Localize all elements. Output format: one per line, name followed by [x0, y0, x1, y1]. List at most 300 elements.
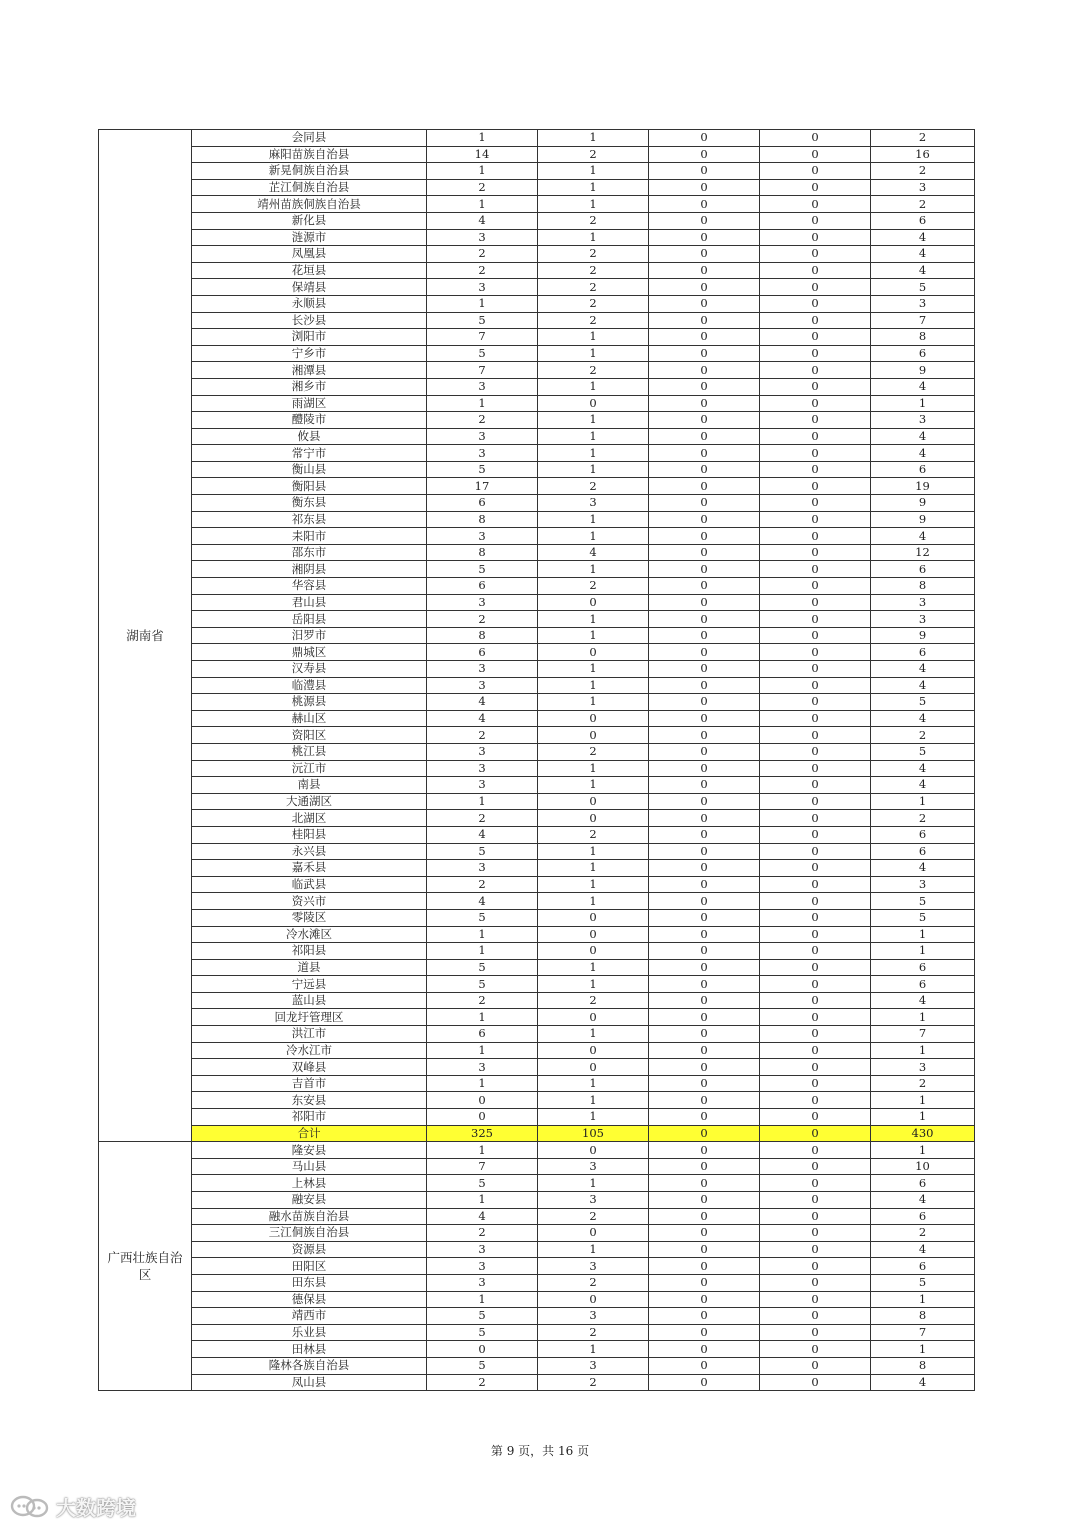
value-cell: 5 — [427, 909, 538, 926]
value-cell: 1 — [538, 1241, 649, 1258]
value-cell: 0 — [649, 262, 760, 279]
value-cell: 1 — [427, 1009, 538, 1026]
value-cell: 12 — [871, 544, 975, 561]
value-cell: 0 — [760, 1075, 871, 1092]
value-cell: 0 — [760, 1109, 871, 1126]
value-cell: 0 — [649, 295, 760, 312]
value-cell: 0 — [427, 1109, 538, 1126]
value-cell: 1 — [427, 926, 538, 943]
value-cell: 9 — [871, 511, 975, 528]
value-cell: 1 — [427, 1042, 538, 1059]
value-cell: 0 — [538, 926, 649, 943]
value-cell: 0 — [760, 478, 871, 495]
value-cell: 0 — [649, 544, 760, 561]
value-cell: 0 — [760, 1341, 871, 1358]
value-cell: 1 — [538, 1075, 649, 1092]
value-cell: 0 — [649, 710, 760, 727]
value-cell: 5 — [427, 345, 538, 362]
value-cell: 0 — [649, 329, 760, 346]
value-cell: 0 — [760, 163, 871, 180]
value-cell: 2 — [538, 146, 649, 163]
total-label-cell: 合计 — [192, 1125, 427, 1142]
value-cell: 2 — [427, 876, 538, 893]
value-cell: 2 — [538, 262, 649, 279]
value-cell: 0 — [649, 1225, 760, 1242]
value-cell: 0 — [649, 611, 760, 628]
value-cell: 5 — [427, 312, 538, 329]
county-data-table — [98, 129, 975, 1391]
value-cell: 3 — [427, 378, 538, 395]
value-cell: 2 — [427, 992, 538, 1009]
table-row — [99, 212, 975, 229]
value-cell: 1 — [538, 1341, 649, 1358]
county-cell: 湘潭县 — [192, 362, 427, 379]
value-cell: 0 — [760, 1092, 871, 1109]
value-cell: 0 — [649, 395, 760, 412]
value-cell: 9 — [871, 362, 975, 379]
value-cell: 0 — [649, 943, 760, 960]
value-cell: 0 — [760, 461, 871, 478]
value-cell: 7 — [871, 312, 975, 329]
county-cell: 冷水滩区 — [192, 926, 427, 943]
county-cell: 马山县 — [192, 1158, 427, 1175]
value-cell: 0 — [760, 378, 871, 395]
value-cell: 0 — [760, 345, 871, 362]
value-cell: 8 — [871, 1357, 975, 1374]
value-cell: 5 — [871, 893, 975, 910]
value-cell: 5 — [427, 1175, 538, 1192]
table-row — [99, 743, 975, 760]
county-cell: 醴陵市 — [192, 412, 427, 429]
value-cell: 0 — [760, 992, 871, 1009]
value-cell: 10 — [871, 1158, 975, 1175]
county-cell: 衡阳县 — [192, 478, 427, 495]
county-cell: 沅江市 — [192, 760, 427, 777]
value-cell: 4 — [871, 661, 975, 678]
value-cell: 1 — [538, 511, 649, 528]
table-row — [99, 295, 975, 312]
value-cell: 0 — [649, 760, 760, 777]
value-cell: 1 — [538, 860, 649, 877]
value-cell: 2 — [538, 826, 649, 843]
county-cell: 宁乡市 — [192, 345, 427, 362]
county-cell: 凤凰县 — [192, 246, 427, 263]
value-cell: 0 — [538, 1291, 649, 1308]
value-cell: 1 — [538, 428, 649, 445]
table-body — [99, 130, 975, 1391]
county-cell: 田阳区 — [192, 1258, 427, 1275]
county-cell: 凤山县 — [192, 1374, 427, 1391]
value-cell: 0 — [760, 362, 871, 379]
value-cell: 2 — [427, 179, 538, 196]
value-cell: 8 — [871, 578, 975, 595]
value-cell: 5 — [427, 976, 538, 993]
value-cell: 6 — [871, 212, 975, 229]
value-cell: 2 — [871, 1075, 975, 1092]
county-cell: 君山县 — [192, 594, 427, 611]
value-cell: 0 — [760, 1026, 871, 1043]
value-cell: 2 — [427, 810, 538, 827]
value-cell: 19 — [871, 478, 975, 495]
value-cell: 5 — [871, 909, 975, 926]
value-cell: 4 — [427, 710, 538, 727]
value-cell: 7 — [427, 1158, 538, 1175]
value-cell: 0 — [760, 594, 871, 611]
county-cell: 新晃侗族自治县 — [192, 163, 427, 180]
value-cell: 0 — [760, 727, 871, 744]
county-cell: 湘阴县 — [192, 561, 427, 578]
value-cell: 0 — [760, 1374, 871, 1391]
value-cell: 5 — [871, 279, 975, 296]
value-cell: 0 — [538, 810, 649, 827]
value-cell: 1 — [538, 378, 649, 395]
county-cell: 鼎城区 — [192, 644, 427, 661]
value-cell: 4 — [427, 1208, 538, 1225]
value-cell: 0 — [649, 1075, 760, 1092]
value-cell: 1 — [538, 196, 649, 213]
value-cell: 0 — [649, 578, 760, 595]
total-row — [99, 1125, 975, 1142]
value-cell: 0 — [760, 246, 871, 263]
county-cell: 北湖区 — [192, 810, 427, 827]
value-cell: 0 — [649, 826, 760, 843]
value-cell: 0 — [649, 1109, 760, 1126]
value-cell: 5 — [427, 1308, 538, 1325]
value-cell: 6 — [871, 345, 975, 362]
value-cell: 0 — [538, 644, 649, 661]
value-cell: 4 — [871, 378, 975, 395]
value-cell: 0 — [649, 1308, 760, 1325]
value-cell: 0 — [649, 594, 760, 611]
value-cell: 0 — [760, 1291, 871, 1308]
value-cell: 0 — [649, 179, 760, 196]
value-cell: 5 — [427, 561, 538, 578]
value-cell: 2 — [871, 810, 975, 827]
value-cell: 6 — [427, 1026, 538, 1043]
value-cell: 1 — [538, 843, 649, 860]
county-cell: 桃江县 — [192, 743, 427, 760]
value-cell: 0 — [538, 1225, 649, 1242]
watermark — [10, 1492, 136, 1521]
table-row — [99, 163, 975, 180]
value-cell: 0 — [760, 909, 871, 926]
table-row — [99, 1059, 975, 1076]
value-cell: 3 — [871, 611, 975, 628]
table-row — [99, 1208, 975, 1225]
value-cell: 0 — [649, 1158, 760, 1175]
value-cell: 0 — [649, 810, 760, 827]
value-cell: 2 — [538, 212, 649, 229]
value-cell: 5 — [871, 694, 975, 711]
value-cell: 0 — [649, 428, 760, 445]
county-cell: 攸县 — [192, 428, 427, 445]
value-cell: 0 — [649, 727, 760, 744]
value-cell: 0 — [649, 644, 760, 661]
value-cell: 0 — [649, 511, 760, 528]
table-row — [99, 229, 975, 246]
value-cell: 1 — [538, 1092, 649, 1109]
value-cell: 0 — [649, 163, 760, 180]
value-cell: 6 — [871, 561, 975, 578]
value-cell: 0 — [649, 461, 760, 478]
value-cell: 0 — [649, 412, 760, 429]
value-cell: 2 — [538, 295, 649, 312]
value-cell: 3 — [538, 1192, 649, 1209]
value-cell: 0 — [649, 959, 760, 976]
value-cell: 0 — [649, 1341, 760, 1358]
table-row — [99, 760, 975, 777]
value-cell: 1 — [427, 943, 538, 960]
value-cell: 6 — [871, 644, 975, 661]
county-cell: 新化县 — [192, 212, 427, 229]
value-cell: 3 — [538, 495, 649, 512]
value-cell: 0 — [649, 1374, 760, 1391]
value-cell: 1 — [538, 677, 649, 694]
county-cell: 衡东县 — [192, 495, 427, 512]
table-row — [99, 976, 975, 993]
table-row — [99, 528, 975, 545]
value-cell: 0 — [760, 677, 871, 694]
table-row — [99, 694, 975, 711]
county-cell: 临武县 — [192, 876, 427, 893]
value-cell: 0 — [760, 329, 871, 346]
table-row — [99, 561, 975, 578]
value-cell: 4 — [871, 760, 975, 777]
county-cell: 田林县 — [192, 1341, 427, 1358]
table-row — [99, 461, 975, 478]
value-cell: 0 — [649, 1258, 760, 1275]
value-cell: 1 — [538, 611, 649, 628]
value-cell: 3 — [427, 661, 538, 678]
table-row — [99, 943, 975, 960]
table-row — [99, 644, 975, 661]
value-cell: 6 — [871, 826, 975, 843]
value-cell: 0 — [649, 1009, 760, 1026]
value-cell: 8 — [427, 627, 538, 644]
table-row — [99, 1241, 975, 1258]
county-cell: 长沙县 — [192, 312, 427, 329]
value-cell: 7 — [427, 329, 538, 346]
county-cell: 宁远县 — [192, 976, 427, 993]
value-cell: 4 — [427, 826, 538, 843]
total-value-cell: 105 — [538, 1125, 649, 1142]
value-cell: 6 — [871, 843, 975, 860]
value-cell: 4 — [871, 710, 975, 727]
value-cell: 0 — [760, 694, 871, 711]
county-cell: 桃源县 — [192, 694, 427, 711]
table-row — [99, 246, 975, 263]
value-cell: 5 — [427, 1324, 538, 1341]
county-cell: 融水苗族自治县 — [192, 1208, 427, 1225]
value-cell: 0 — [649, 1357, 760, 1374]
value-cell: 3 — [427, 1059, 538, 1076]
value-cell: 1 — [871, 395, 975, 412]
value-cell: 3 — [427, 594, 538, 611]
value-cell: 4 — [871, 677, 975, 694]
value-cell: 2 — [427, 611, 538, 628]
chat-bubbles-logo-icon — [10, 1494, 50, 1520]
value-cell: 5 — [427, 1357, 538, 1374]
value-cell: 1 — [427, 1192, 538, 1209]
table-row — [99, 893, 975, 910]
county-cell: 邵东市 — [192, 544, 427, 561]
county-cell: 资阳区 — [192, 727, 427, 744]
value-cell: 0 — [760, 544, 871, 561]
value-cell: 0 — [760, 196, 871, 213]
value-cell: 6 — [871, 1208, 975, 1225]
table-row — [99, 1192, 975, 1209]
value-cell: 3 — [427, 279, 538, 296]
value-cell: 0 — [760, 1225, 871, 1242]
value-cell: 2 — [427, 262, 538, 279]
value-cell: 1 — [871, 1291, 975, 1308]
value-cell: 6 — [871, 1258, 975, 1275]
table-row — [99, 146, 975, 163]
county-cell: 冷水江市 — [192, 1042, 427, 1059]
value-cell: 17 — [427, 478, 538, 495]
value-cell: 0 — [538, 1042, 649, 1059]
value-cell: 4 — [871, 860, 975, 877]
value-cell: 0 — [649, 561, 760, 578]
value-cell: 1 — [871, 793, 975, 810]
value-cell: 0 — [760, 943, 871, 960]
value-cell: 3 — [871, 876, 975, 893]
value-cell: 0 — [649, 976, 760, 993]
county-cell: 靖州苗族侗族自治县 — [192, 196, 427, 213]
value-cell: 0 — [538, 793, 649, 810]
county-cell: 乐业县 — [192, 1324, 427, 1341]
value-cell: 3 — [538, 1357, 649, 1374]
value-cell: 4 — [871, 428, 975, 445]
value-cell: 0 — [649, 345, 760, 362]
value-cell: 0 — [649, 279, 760, 296]
value-cell: 0 — [760, 1009, 871, 1026]
value-cell: 1 — [538, 976, 649, 993]
table-row — [99, 395, 975, 412]
value-cell: 1 — [538, 345, 649, 362]
table-row — [99, 1324, 975, 1341]
value-cell: 2 — [538, 743, 649, 760]
value-cell: 4 — [871, 246, 975, 263]
value-cell: 1 — [538, 1175, 649, 1192]
value-cell: 4 — [871, 262, 975, 279]
value-cell: 0 — [760, 279, 871, 296]
value-cell: 14 — [427, 146, 538, 163]
value-cell: 1 — [871, 1341, 975, 1358]
table-row — [99, 578, 975, 595]
value-cell: 0 — [649, 1274, 760, 1291]
county-cell: 赫山区 — [192, 710, 427, 727]
county-cell: 大通湖区 — [192, 793, 427, 810]
value-cell: 0 — [760, 1059, 871, 1076]
table-row — [99, 1308, 975, 1325]
value-cell: 3 — [871, 594, 975, 611]
value-cell: 2 — [427, 246, 538, 263]
value-cell: 1 — [427, 196, 538, 213]
county-cell: 岳阳县 — [192, 611, 427, 628]
county-cell: 东安县 — [192, 1092, 427, 1109]
value-cell: 6 — [871, 959, 975, 976]
value-cell: 0 — [649, 627, 760, 644]
value-cell: 6 — [427, 495, 538, 512]
value-cell: 1 — [871, 1109, 975, 1126]
county-cell: 雨湖区 — [192, 395, 427, 412]
value-cell: 2 — [538, 362, 649, 379]
value-cell: 0 — [538, 909, 649, 926]
value-cell: 3 — [427, 428, 538, 445]
value-cell: 1 — [538, 561, 649, 578]
value-cell: 5 — [427, 461, 538, 478]
value-cell: 2 — [871, 196, 975, 213]
value-cell: 8 — [871, 1308, 975, 1325]
value-cell: 0 — [760, 295, 871, 312]
county-cell: 桂阳县 — [192, 826, 427, 843]
value-cell: 3 — [538, 1158, 649, 1175]
value-cell: 0 — [760, 578, 871, 595]
county-cell: 祁东县 — [192, 511, 427, 528]
value-cell: 0 — [760, 611, 871, 628]
table-row — [99, 777, 975, 794]
county-cell: 耒阳市 — [192, 528, 427, 545]
county-cell: 洪江市 — [192, 1026, 427, 1043]
value-cell: 0 — [649, 909, 760, 926]
value-cell: 0 — [760, 1175, 871, 1192]
table-row — [99, 445, 975, 462]
table-row — [99, 345, 975, 362]
value-cell: 0 — [760, 710, 871, 727]
value-cell: 2 — [538, 279, 649, 296]
value-cell: 0 — [649, 445, 760, 462]
county-cell: 隆林各族自治县 — [192, 1357, 427, 1374]
value-cell: 0 — [760, 179, 871, 196]
value-cell: 0 — [760, 1158, 871, 1175]
county-cell: 祁阳市 — [192, 1109, 427, 1126]
value-cell: 0 — [760, 561, 871, 578]
table-row — [99, 1291, 975, 1308]
value-cell: 2 — [538, 578, 649, 595]
value-cell: 0 — [649, 528, 760, 545]
value-cell: 1 — [427, 1075, 538, 1092]
total-value-cell: 325 — [427, 1125, 538, 1142]
value-cell: 0 — [649, 677, 760, 694]
province-cell: 湖南省 — [99, 130, 192, 1142]
value-cell: 0 — [649, 1059, 760, 1076]
value-cell: 2 — [427, 1225, 538, 1242]
value-cell: 0 — [760, 1142, 871, 1159]
value-cell: 1 — [538, 229, 649, 246]
value-cell: 4 — [871, 777, 975, 794]
value-cell: 0 — [760, 511, 871, 528]
value-cell: 6 — [427, 644, 538, 661]
value-cell: 2 — [871, 130, 975, 147]
table-row — [99, 428, 975, 445]
table-row — [99, 627, 975, 644]
county-cell: 嘉禾县 — [192, 860, 427, 877]
value-cell: 2 — [427, 412, 538, 429]
value-cell: 0 — [760, 760, 871, 777]
value-cell: 0 — [649, 743, 760, 760]
value-cell: 0 — [538, 395, 649, 412]
value-cell: 0 — [649, 793, 760, 810]
value-cell: 0 — [760, 212, 871, 229]
table-row — [99, 1357, 975, 1374]
value-cell: 1 — [871, 1142, 975, 1159]
value-cell: 1 — [871, 926, 975, 943]
value-cell: 4 — [538, 544, 649, 561]
value-cell: 0 — [760, 793, 871, 810]
table-row — [99, 860, 975, 877]
county-cell: 融安县 — [192, 1192, 427, 1209]
